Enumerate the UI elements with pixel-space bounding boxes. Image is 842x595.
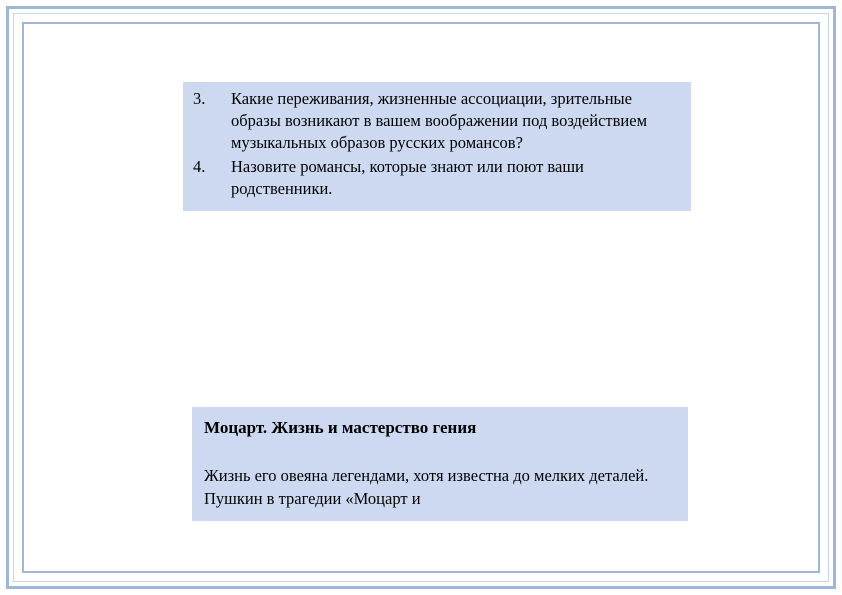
slide-canvas xyxy=(25,25,817,570)
question-number: 4. xyxy=(193,157,206,177)
question-text: Какие переживания, жизненные ассоциации, зрительные образы возникают в вашем воображении под воздействием музыкальных образов русских романсов? xyxy=(231,89,648,153)
question-number: 3. xyxy=(193,89,206,108)
section-body-text: Жизнь его овеяна легендами, хотя известна до мелких деталей. Пушкин в трагедии «Моцарт и xyxy=(204,466,649,508)
list-item xyxy=(193,156,681,200)
list-item xyxy=(193,88,681,154)
question-text: Назовите романсы, которые знают или поют ваши родственники. xyxy=(231,157,584,199)
section-block xyxy=(192,407,688,521)
section-title: Моцарт. Жизнь и мастерство гения xyxy=(204,418,477,437)
questions-block xyxy=(183,82,691,211)
